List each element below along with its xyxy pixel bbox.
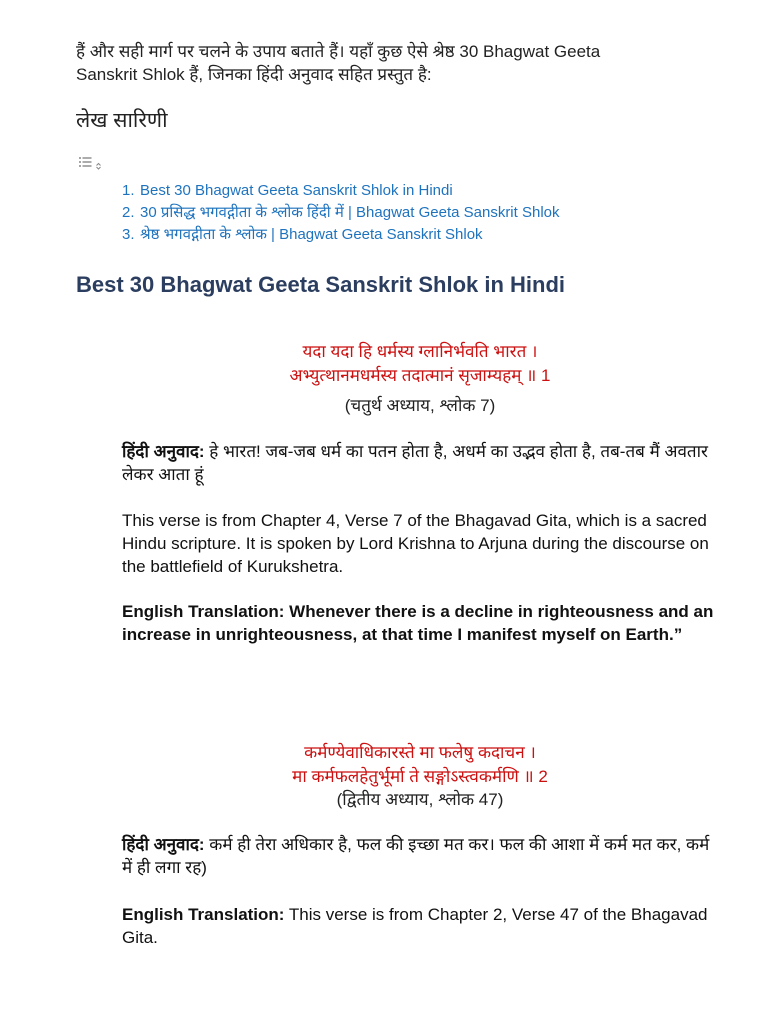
shlok-2-line-2: मा कर्मफलहेतुर्भूर्मा ते सङ्गोऽस्त्वकर्मणि ॥ 2 (292, 767, 548, 786)
list-icon (78, 155, 104, 171)
shlok-2-line-1: कर्मण्येवाधिकारस्ते मा फलेषु कदाचन । (304, 743, 536, 762)
shlok-1-context: This verse is from Chapter 4, Verse 7 of the Bhagavad Gita, which is a sacred Hindu scripture. It is spoken by Lord Krishna to Arjuna during the discourse on the battlefield of Kurukshetra. (122, 511, 709, 576)
shlok-1-english-translation: English Translation: Whenever there is a decline in righteousness and an increase in unrighteousness, at that time I manifest myself on Earth.” (122, 602, 714, 644)
english-text: This verse is from Chapter 2, Verse 47 of the Bhagavad Gita. (122, 905, 708, 947)
shlok-1-hindi-translation (122, 440, 717, 486)
hindi-label: हिंदी अनुवाद: (122, 442, 205, 461)
toc-list (122, 180, 560, 246)
intro-line-1: हैं और सही मार्ग पर चलने के उपाय बताते हैं। यहाँ कुछ ऐसे श्रेष्ठ 30 Bhagwat Geeta (76, 42, 601, 61)
hindi-text: हे भारत! जब-जब धर्म का पतन होता है, अधर्म का उद्भव होता है, तब-तब मैं अवतार लेकर आता हूं (122, 442, 708, 484)
shlok-2-english-translation (122, 903, 717, 949)
toc-item-3[interactable] (122, 224, 560, 246)
hindi-text: कर्म ही तेरा अधिकार है, फल की इच्छा मत कर। फल की आशा में कर्म मत कर, कर्म में ही लगा रह) (122, 835, 710, 877)
shlok-1-reference: (चतुर्थ अध्याय, श्लोक 7) (344, 396, 496, 415)
section-heading: Best 30 Bhagwat Geeta Sanskrit Shlok in Hindi (76, 272, 566, 297)
hindi-label: हिंदी अनुवाद: (122, 835, 205, 854)
toc-link-3[interactable]: 3. श्रेष्ठ भगवद्गीता के श्लोक | Bhagwat Geeta Sanskrit Shlok (122, 226, 483, 243)
toc-link-1[interactable]: 1. Best 30 Bhagwat Geeta Sanskrit Shlok in Hindi (122, 182, 453, 199)
toc-item-2[interactable] (122, 202, 560, 224)
shlok-1-line-1: यदा यदा हि धर्मस्य ग्लानिर्भवति भारत । (302, 342, 538, 361)
toc-toggle-button[interactable] (78, 155, 104, 171)
toc-item-1[interactable] (122, 180, 560, 202)
shlok-2-reference: (द्वितीय अध्याय, श्लोक 47) (336, 790, 504, 809)
toc-link-2[interactable]: 2. 30 प्रसिद्ध भगवद्गीता के श्लोक हिंदी में | Bhagwat Geeta Sanskrit Shlok (122, 204, 560, 221)
toc-title: लेख सारिणी (76, 109, 168, 132)
shlok-1-line-2: अभ्युत्थानमधर्मस्य तदात्मानं सृजाम्यहम् ॥ 1 (289, 366, 551, 385)
shlok-2-hindi-translation (122, 833, 717, 879)
intro-line-2: Sanskrit Shlok हैं, जिनका हिंदी अनुवाद सहित प्रस्तुत है: (76, 65, 432, 84)
intro-paragraph (76, 40, 716, 86)
english-label: English Translation: (122, 905, 285, 924)
